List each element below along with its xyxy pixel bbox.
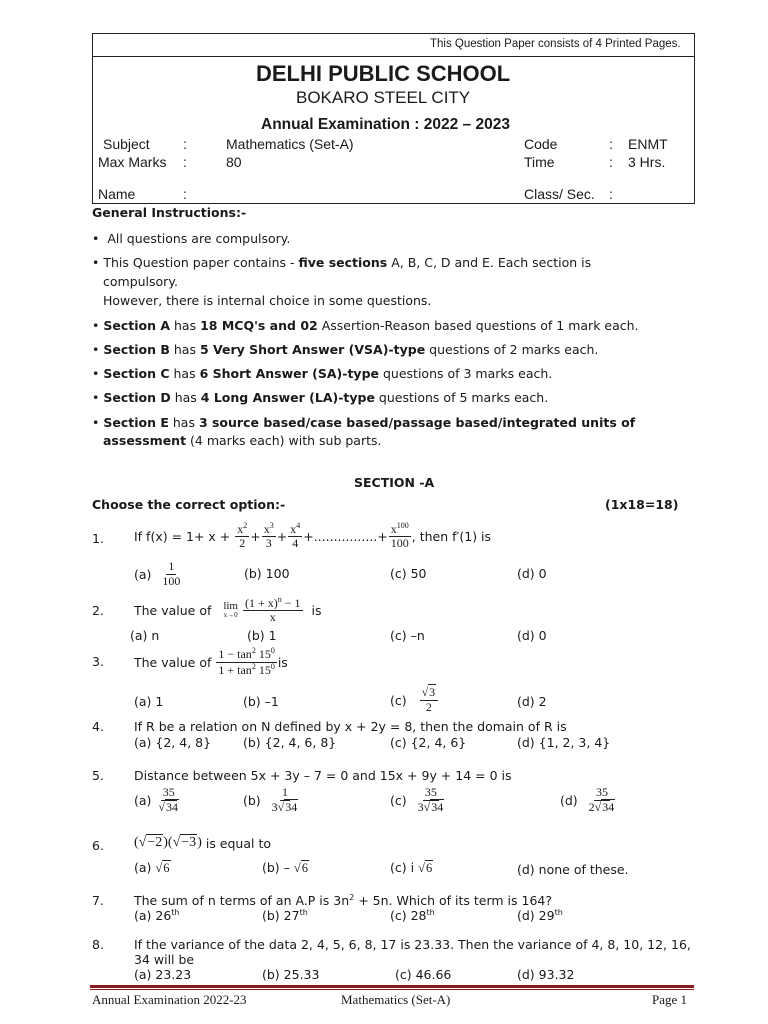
option-c: (c) i √6 (390, 860, 433, 875)
option-d: (d) none of these. (517, 862, 629, 877)
fraction (243, 596, 303, 624)
question-6-text (134, 835, 271, 851)
fraction (235, 522, 249, 550)
numerator: 1 (168, 559, 175, 574)
numerator: 35 (424, 785, 437, 800)
question-text: The value of (134, 602, 212, 618)
radicand: −2 (147, 835, 163, 850)
degree: 0 (270, 661, 275, 671)
numerator: 35 (162, 785, 175, 800)
question-text: The value of (134, 654, 212, 670)
instruction-bold: 6 Short Answer (SA)-type (199, 366, 380, 381)
exponent: 100 (396, 520, 409, 530)
fraction (160, 560, 182, 587)
instruction-bold: 18 MCQ's and 02 (200, 318, 318, 333)
question-text: + 5n. Which of its term is 164? (354, 893, 552, 909)
option-label: (a) (134, 566, 152, 582)
option-label: (d) (560, 792, 578, 808)
instructions-title: General Instructions:- (92, 205, 247, 220)
option-c (390, 908, 435, 923)
radicand: 6 (425, 861, 433, 875)
option-label: (a) 26 (134, 908, 172, 924)
denominator: x (269, 610, 276, 624)
option-label: (d) 29 (517, 908, 555, 924)
bullet: • (92, 318, 100, 333)
denominator: 1 + tan (218, 662, 252, 677)
denominator: 4 (292, 536, 299, 550)
option-c (390, 682, 439, 718)
option-a: (a) 23.23 (134, 967, 192, 982)
instruction-6 (92, 390, 548, 405)
ordinal: th (171, 908, 180, 917)
subject-value: Mathematics (Set-A) (226, 136, 354, 152)
ordinal: th (554, 908, 563, 917)
school-name: DELHI PUBLIC SCHOOL (256, 61, 511, 86)
radicand: 3 (429, 685, 436, 700)
option-label: (a) (134, 792, 152, 808)
option-label: (c) i (390, 860, 415, 875)
code-value: ENMT (628, 136, 668, 152)
question-text: is equal to (205, 835, 272, 851)
radicand: 6 (301, 861, 309, 875)
option-b: (b) 25.33 (262, 967, 320, 982)
question-4-text: If R be a relation on N defined by x + 2y = 8, then the domain of R is (134, 719, 567, 734)
time-colon: : (609, 154, 613, 170)
pages-note: This Question Paper consists of 4 Printed Pages. (430, 38, 681, 50)
class-colon: : (609, 186, 613, 202)
denominator-tail: 15 (255, 662, 271, 677)
instruction-text: has (169, 366, 200, 381)
question-7-text (134, 893, 552, 908)
instruction-text: has (169, 342, 200, 357)
option-d: (d) 0 (517, 566, 547, 581)
footer-rule (90, 985, 694, 988)
question-5-text: Distance between 5x + 3y – 7 = 0 and 15x + 9y + 14 = 0 is (134, 768, 512, 783)
option-a (134, 558, 183, 590)
question-text: If f(x) = 1+ x + (134, 528, 231, 544)
question-2-text (134, 592, 321, 628)
instruction-text: A, B, C, D and E. Each section is (387, 255, 592, 270)
option-a: (a) {2, 4, 8} (134, 735, 212, 750)
code-label: Code (524, 136, 558, 152)
plus: + (250, 528, 261, 544)
exponent: 2 (243, 520, 248, 530)
option-b: (b) 1 (247, 628, 277, 643)
fraction: $\frac{35}{3√34}$ (417, 785, 444, 814)
option-c: (c) {2, 4, 6} (390, 735, 467, 750)
instruction-bold: Section E (103, 415, 169, 430)
option-label: (c) 28 (390, 908, 427, 924)
choose-instruction: Choose the correct option:- (92, 497, 286, 512)
option-label: (b) – (262, 860, 290, 875)
instruction-text: This Question paper contains - (103, 255, 299, 270)
instruction-2-note: However, there is internal choice in some questions. (103, 293, 432, 308)
numerator: 35 (595, 785, 608, 800)
fraction: $\frac{√3}{2}$ (420, 686, 439, 713)
fraction (216, 647, 276, 676)
footer-rule-thin (90, 989, 694, 990)
exponent: 2 (349, 893, 355, 902)
limit (223, 601, 238, 619)
denominator: 2 (425, 699, 432, 714)
instruction-text: All questions are compulsory. (107, 231, 291, 246)
question-number: 8. (92, 937, 104, 952)
name-colon: : (183, 186, 187, 202)
option-d: (d) {1, 2, 3, 4} (517, 735, 611, 750)
bullet: • (92, 255, 100, 270)
exponent: 3 (269, 520, 274, 530)
exponent: 2 (251, 661, 256, 671)
instruction-text: (4 marks each) with sub parts. (186, 433, 382, 448)
instruction-2 (92, 255, 591, 270)
dots: +................+ (303, 528, 388, 544)
option-c: (c) –n (390, 628, 425, 643)
fraction (262, 522, 276, 550)
denominator: 100 (390, 536, 409, 550)
var: x (237, 521, 244, 536)
instruction-1 (92, 231, 290, 246)
question-number: 2. (92, 603, 104, 618)
footer-left: Annual Examination 2022-23 (92, 992, 247, 1007)
question-number: 7. (92, 893, 104, 908)
var: x (263, 521, 270, 536)
instruction-bold: Section C (103, 366, 170, 381)
option-label: (b) (243, 792, 261, 808)
numerator-tail: 15 (255, 647, 271, 662)
option-d: (d) 2 (517, 694, 547, 709)
instruction-5 (92, 366, 552, 381)
option-c: (c) 46.66 (395, 967, 452, 982)
option-c: (c) 50 (390, 566, 427, 581)
radicand: 34 (166, 799, 178, 814)
instruction-bold: 4 Long Answer (LA)-type (200, 390, 375, 405)
question-number: 5. (92, 768, 104, 783)
instruction-2-cont: compulsory. (103, 274, 178, 289)
bullet: • (92, 342, 100, 357)
footer-center: Mathematics (Set-A) (341, 992, 451, 1007)
instruction-4 (92, 342, 598, 357)
numerator: 1 (281, 785, 288, 800)
bullet: • (92, 415, 100, 430)
fraction (389, 522, 411, 550)
option-label: (b) 27 (262, 908, 300, 924)
option-d: (d) 0 (517, 628, 547, 643)
ordinal: th (426, 908, 435, 917)
instruction-text: has (170, 390, 201, 405)
instruction-bold: Section B (103, 342, 170, 357)
section-title: SECTION -A (354, 475, 435, 490)
maxmarks-label: Max Marks (98, 154, 167, 170)
option-d (560, 782, 618, 818)
option-a: (a) √6 (134, 860, 170, 875)
code-colon: : (609, 136, 613, 152)
lim-sub: x→0 (223, 611, 238, 619)
exponent: 2 (251, 646, 256, 656)
instruction-bold: 3 source based/case based/passage based/integrated units of (198, 415, 636, 430)
radicand: −3 (181, 835, 197, 850)
instruction-3 (92, 318, 639, 333)
option-label: (c) (390, 692, 407, 708)
question-text: is (311, 602, 322, 618)
option-b: (b) – √6 (262, 860, 309, 875)
instruction-7-cont (103, 433, 382, 448)
question-1-text (134, 516, 491, 556)
fraction: $\frac{1}{3√34}$ (271, 785, 298, 814)
maxmarks-value: 80 (226, 154, 242, 170)
option-label: (c) (390, 792, 407, 808)
radicand: 34 (285, 799, 298, 814)
question-text: , then f′(1) is (411, 528, 492, 544)
instruction-bold: assessment (103, 433, 187, 448)
bullet: • (92, 366, 100, 381)
instruction-text: Assertion-Reason based questions of 1 mark each. (317, 318, 639, 333)
numerator: (1 + x) (244, 595, 278, 610)
option-d: (d) 93.32 (517, 967, 575, 982)
option-label: (a) (134, 860, 152, 875)
instruction-text: has (168, 415, 199, 430)
subject-label: Subject (103, 136, 150, 152)
var: x (290, 521, 297, 536)
denominator: 100 (162, 573, 181, 588)
header-divider (92, 56, 695, 57)
option-d (517, 908, 563, 923)
plus: + (276, 528, 288, 544)
instruction-text: questions of 3 marks each. (379, 366, 553, 381)
instruction-7 (92, 415, 635, 430)
coefficient: 3 (271, 799, 278, 814)
numerator-tail: − 1 (281, 595, 301, 610)
question-number: 1. (92, 531, 104, 546)
ordinal: th (299, 908, 308, 917)
subject-colon: : (183, 136, 187, 152)
fraction (288, 522, 302, 550)
exponent: 4 (296, 520, 301, 530)
radicand: 34 (431, 799, 444, 814)
radicand: 34 (602, 799, 615, 814)
fraction: $\frac{35}{√34}$ (158, 785, 178, 814)
question-number: 6. (92, 838, 104, 853)
denominator: 3 (265, 536, 272, 550)
option-a (134, 782, 182, 818)
lim-symbol: lim (223, 600, 238, 612)
instruction-bold: five sections (298, 255, 388, 270)
option-b: (b) {2, 4, 6, 8} (243, 735, 337, 750)
question-3-text (134, 646, 288, 678)
time-value: 3 Hrs. (628, 154, 666, 170)
option-b: (b) –1 (243, 694, 279, 709)
radicand: 6 (163, 861, 170, 875)
page-number: Page 1 (652, 992, 688, 1007)
section-marks: (1x18=18) (605, 497, 679, 512)
fraction: $\frac{35}{2√34}$ (588, 785, 615, 814)
option-a: (a) n (130, 628, 160, 643)
option-c (390, 782, 447, 818)
option-a (134, 908, 180, 923)
var: x (390, 521, 397, 536)
instruction-text: questions of 5 marks each. (374, 390, 549, 405)
question-8-cont: 34 will be (134, 952, 195, 967)
maxmarks-colon: : (183, 154, 187, 170)
question-number: 4. (92, 719, 104, 734)
instruction-bold: Section A (103, 318, 171, 333)
school-city: BOKARO STEEL CITY (296, 88, 471, 107)
option-b (243, 782, 301, 818)
question-8-text: If the variance of the data 2, 4, 5, 6, 8, 17 is 23.33. Then the variance of 4, 8, 10, 12, 16, (134, 937, 691, 952)
instruction-bold: 5 Very Short Answer (VSA)-type (199, 342, 426, 357)
name-label: Name (98, 186, 136, 202)
radical-expression: (√−2)(√−3) (134, 835, 202, 850)
class-label: Class/ Sec. (524, 186, 595, 202)
denominator: 2 (239, 536, 246, 550)
instruction-text: questions of 2 marks each. (425, 342, 599, 357)
degree: 0 (270, 646, 275, 656)
question-text: The sum of n terms of an A.P is 3n (134, 893, 350, 909)
question-number: 3. (92, 654, 104, 669)
coefficient: 3 (417, 799, 424, 814)
numerator: 1 − tan (218, 647, 252, 662)
question-text: is (277, 654, 288, 670)
option-b: (b) 100 (244, 566, 290, 581)
option-b (262, 908, 308, 923)
coefficient: 2 (588, 799, 595, 814)
instruction-bold: Section D (103, 390, 171, 405)
option-a: (a) 1 (134, 694, 164, 709)
exponent: n (277, 594, 282, 604)
exam-title: Annual Examination : 2022 – 2023 (261, 116, 510, 133)
time-label: Time (524, 154, 555, 170)
bullet: • (92, 231, 100, 246)
instruction-text: has (170, 318, 201, 333)
bullet: • (92, 390, 100, 405)
